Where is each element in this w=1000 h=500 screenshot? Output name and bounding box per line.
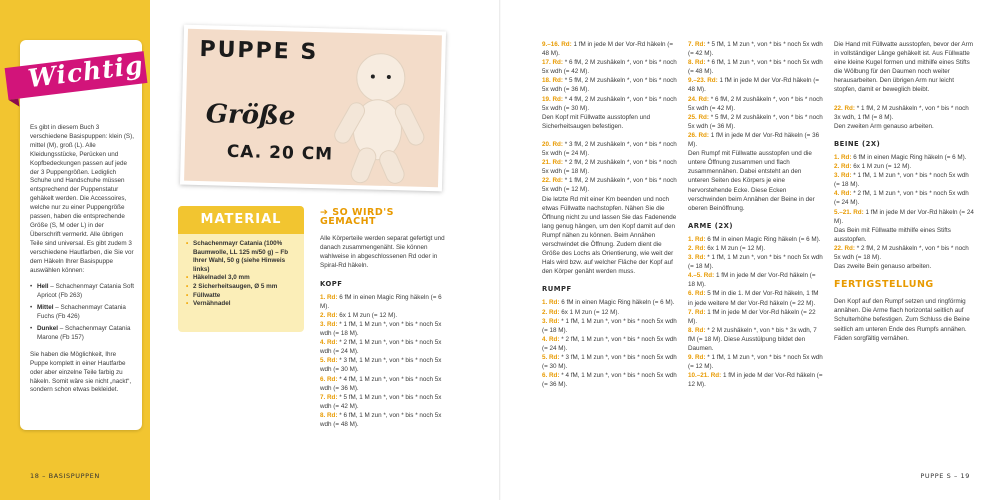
- arme-row: 7. Rd: 1 fM in jede M der Vor-Rd häkeln (= 22 M).: [688, 308, 816, 325]
- beine-row: 5.–21. Rd: 1 fM in jede M der Vor-Rd häkeln (= 24 M).: [834, 208, 974, 225]
- material-list: [178, 234, 304, 309]
- rumpf-title: RUMPF: [542, 285, 572, 294]
- beine-row: 3. Rd: * 1 fM, 1 M zun *, von * bis * noch 5x wdh (= 18 M).: [834, 172, 969, 189]
- fertigstellung-text: Den Kopf auf den Rumpf setzen und ringförmig annähen. Die Arme flach horizontal seitlich auf Schulterhöhe befestigen. Zum Schluss die Beine seitlich am unteren Ende des Rumpfs annähen. Fäden sorgfältig vernähen.: [834, 298, 970, 342]
- skin-color-item: • Mittel – Schachenmayr Catania Fuchs (Fb 426): [30, 304, 136, 322]
- kopf-row: 8. Rd: * 6 fM, 1 M zun *, von * bis * noch 5x wdh (= 48 M).: [320, 411, 442, 428]
- arme-title: ARME (2X): [688, 221, 733, 230]
- kopf-row: 22. Rd: * 1 fM, 2 M zushäkeln *, von * bis * noch 5x wdh (= 12 M).: [542, 177, 677, 194]
- beine-row: 22. Rd: * 2 fM, 2 M zushäkeln *, von * bis * noch 5x wdh (= 18 M).: [834, 244, 969, 261]
- arme-instructions: Die Hand mit Füllwatte ausstopfen, bevor der Arm in vollständiger Länge gehäkelt ist. Aus Füllwatte eine kleine Kugel formen und mithilfe eines Stifts die Wölbung für den Daumen noch weiter herausarbeiten. Den übrigen Arm nur leicht stopfen, damit er beweglich bleibt.: [834, 41, 973, 94]
- wichtig-label: Wichtig: [26, 50, 146, 94]
- rumpf-row: 26. Rd: 1 fM in jede M der Vor-Rd häkeln (= 36 M).: [688, 131, 820, 149]
- kopf-instructions: Die letzte Rd mit einer Km beenden und noch etwas Füllwatte nachstopfen. Nähen Sie die Öffnung nicht zu und lassen Sie das Fadenende lang genug hängen, um den Kopf damit auf den Rumpf nähen zu können. Beim Annähen verschwindet die Öffnung. Zudem dient die Größe des Lochs als Orientierung, wie weit der Hals wird bzw. auf welcher Fläche der Kopf auf den Körper genäht werden muss.: [542, 195, 677, 276]
- howto-intro: Alle Körperteile werden separat gefertigt und danach zusammengenäht. Sie können wahlweise in abgeschlossenen Rd oder in Spiral-Rd häkeln.: [320, 235, 445, 270]
- column-howto: [320, 208, 450, 429]
- material-item: • Schachenmayr Catania (100% Baumwolle, LL 125 m/50 g) – Fb Ihrer Wahl, 50 g (siehe Hinweis links): [186, 240, 298, 274]
- beine-title: BEINE (2X): [834, 139, 881, 148]
- arme-row: 10.–21. Rd: 1 fM in jede M der Vor-Rd häkeln (= 12 M).: [688, 372, 823, 389]
- arme-row: 6. Rd: 5 fM in die 1. M der Vor-Rd häkeln, 1 fM in jede weitere M der Vor-Rd häkeln (= 22 M).: [688, 290, 819, 307]
- photo-title: PUPPE S: [199, 37, 319, 66]
- kopf-row: 1. Rd: 6 fM in einen Magic Ring häkeln (= 6 M).: [320, 293, 442, 310]
- page-footer-left: 18 – BASISPUPPEN: [30, 472, 100, 480]
- rumpf-row: 5. Rd: * 3 fM, 1 M zun *, von * bis * noch 5x wdh (= 30 M).: [542, 354, 677, 371]
- arme-row: 8. Rd: * 2 M zushäkeln *, von * bis * 3x wdh, 7 fM (= 18 M). Diese Ausstülpung bildet den Daumen.: [688, 326, 817, 352]
- material-heading: MATERIAL: [178, 206, 304, 234]
- howto-heading: ➔ SO WIRD'S GEMACHT: [320, 207, 394, 228]
- beine-note: Das Bein mit Füllwatte mithilfe eines Stifts ausstopfen.: [834, 226, 951, 243]
- arme-row: 4.–5. Rd: 1 fM in jede M der Vor-Rd häkeln (= 18 M).: [688, 272, 816, 289]
- material-item: • Vernähnadel: [186, 300, 298, 309]
- doll-photo: [180, 25, 446, 192]
- material-item: • Häkelnadel 3,0 mm: [186, 274, 298, 283]
- wichtig-outro: Sie haben die Möglichkeit, Ihre Puppe komplett in einer Hautfarbe oder aber einzelne Teile farbig zu häkeln. Somit wäre sie nicht „nackt“, sondern schon etwas bekleidet.: [30, 350, 132, 394]
- rumpf-row: 8. Rd: * 6 fM, 1 M zun *, von * bis * noch 5x wdh (= 48 M).: [688, 59, 823, 76]
- photo-size-label: Größe: [205, 99, 296, 132]
- material-box: [178, 206, 304, 332]
- rumpf-row: 6. Rd: * 4 fM, 1 M zun *, von * bis * noch 5x wdh (= 36 M).: [542, 372, 677, 389]
- rumpf-row: 7. Rd: * 5 fM, 1 M zun *, von * bis * noch 5x wdh (= 42 M).: [688, 41, 823, 58]
- kopf-row: 7. Rd: * 5 fM, 1 M zun *, von * bis * noch 5x wdh (= 42 M).: [320, 393, 442, 410]
- kopf-row: 20. Rd: * 3 fM, 2 M zushäkeln *, von * bis * noch 5x wdh (= 24 M).: [542, 140, 677, 158]
- arme-row: 2. Rd: 6x 1 M zun (= 12 M).: [688, 244, 766, 252]
- beine-row: 2. Rd: 6x 1 M zun (= 12 M).: [834, 163, 912, 171]
- rumpf-row: 4. Rd: * 2 fM, 1 M zun *, von * bis * noch 5x wdh (= 24 M).: [542, 335, 677, 352]
- crochet-doll-image: [316, 42, 438, 185]
- kopf-row: 17. Rd: * 6 fM, 2 M zushäkeln *, von * bis * noch 5x wdh (= 42 M).: [542, 59, 677, 76]
- beine-note: Das zweite Bein genauso arbeiten.: [834, 263, 932, 271]
- kopf-row: 21. Rd: * 2 fM, 2 M zushäkeln *, von * bis * noch 5x wdh (= 18 M).: [542, 159, 677, 176]
- beine-row: 4. Rd: * 2 fM, 1 M zun *, von * bis * noch 5x wdh (= 24 M).: [834, 190, 969, 207]
- beine-row: 1. Rd: 6 fM in einen Magic Ring häkeln (= 6 M).: [834, 153, 967, 161]
- arme-row: 22. Rd: * 1 fM, 2 M zushäkeln *, von * bis * noch 3x wdh, 1 fM (= 8 M).: [834, 104, 969, 121]
- kopf-row: 3. Rd: * 1 fM, 1 M zun *, von * bis * noch 5x wdh (= 18 M).: [320, 320, 442, 338]
- kopf-row: 18. Rd: * 5 fM, 2 M zushäkeln *, von * bis * noch 5x wdh (= 36 M).: [542, 77, 677, 94]
- rumpf-instructions: Den Rumpf mit Füllwatte ausstopfen und die untere Öffnung zusammen und flach zusammennähen. Dabei entsteht an den unteren Seiten des Körpers je eine hervorstehende Ecke. Diese Ecken verschwinden beim Annähen der Beine in der oberen Beinöffnung.: [688, 150, 815, 212]
- fertigstellung-heading: FERTIGSTELLUNG: [834, 279, 934, 291]
- arme-row: 9. Rd: * 1 fM, 1 M zun *, von * bis * noch 5x wdh (= 12 M).: [688, 354, 823, 371]
- rumpf-row: 24. Rd: * 6 fM, 2 M zushäkeln *, von * bis * noch 5x wdh (= 42 M).: [688, 95, 823, 112]
- column-4: [688, 40, 824, 389]
- skin-color-item: • Dunkel – Schachenmayr Catania Marone (Fb 157): [30, 325, 136, 343]
- kopf-row: 6. Rd: * 4 fM, 1 M zun *, von * bis * noch 5x wdh (= 36 M).: [320, 375, 442, 392]
- arme-row: 1. Rd: 6 fM in einen Magic Ring häkeln (= 6 M).: [688, 235, 821, 243]
- rumpf-row: 2. Rd: 6x 1 M zun (= 12 M).: [542, 308, 620, 316]
- kopf-row: 9.–16. Rd: 1 fM in jede M der Vor-Rd häkeln (= 48 M).: [542, 41, 674, 58]
- wichtig-intro: Es gibt in diesem Buch 3 verschiedene Basispuppen: klein (S), mittel (M), groß (L). Alle Kleidungsstücke, Perücken und Kopfbedeckungen passen auf jede der 3 Puppengrößen. Lediglich Schuhe und Handschuhe müssen entsprechend der Puppenstatur gehäkelt werden. Die Accessoires, welche nur zu einer Puppengröße passen, haben die entsprechende Größe (S, M oder L) in der Überschrift vermerkt. Alle übrigen Teile sind universal. Es gibt zudem 3 verschiedene Hautfarben, die Sie vor dem Häkeln Ihrer Basispuppe auswählen können:: [30, 124, 134, 274]
- kopf-row: 5. Rd: * 3 fM, 1 M zun *, von * bis * noch 5x wdh (= 30 M).: [320, 357, 442, 374]
- photo-size-value: CA. 20 CM: [226, 141, 334, 165]
- skin-color-list: [30, 283, 136, 342]
- arme-note: Den zweiten Arm genauso arbeiten.: [834, 122, 934, 130]
- kopf-title: KOPF: [320, 279, 343, 288]
- rumpf-row: 25. Rd: * 5 fM, 2 M zushäkeln *, von * bis * noch 5x wdh (= 36 M).: [688, 113, 823, 130]
- column-5: [834, 40, 974, 352]
- rumpf-row: 9.–23. Rd: 1 fM in jede M der Vor-Rd häkeln (= 48 M).: [688, 77, 820, 94]
- kopf-row: 4. Rd: * 2 fM, 1 M zun *, von * bis * noch 5x wdh (= 24 M).: [320, 339, 442, 356]
- arme-row: 3. Rd: * 1 fM, 1 M zun *, von * bis * noch 5x wdh (= 18 M).: [688, 254, 823, 271]
- rumpf-row: 3. Rd: * 1 fM, 1 M zun *, von * bis * noch 5x wdh (= 18 M).: [542, 317, 677, 334]
- kopf-note: Den Kopf mit Füllwatte ausstopfen und Sicherheitsaugen befestigen.: [542, 113, 651, 130]
- book-spine: [499, 0, 501, 500]
- kopf-row: 19. Rd: * 4 fM, 2 M zushäkeln *, von * bis * noch 5x wdh (= 30 M).: [542, 95, 677, 112]
- page-footer-right: PUPPE S – 19: [920, 472, 970, 480]
- column-3: [542, 40, 678, 389]
- material-item: • 2 Sicherheitsaugen, Ø 5 mm: [186, 283, 298, 292]
- skin-color-item: • Hell – Schachenmayr Catania Soft Apricot (Fb 263): [30, 283, 136, 301]
- material-item: • Füllwatte: [186, 292, 298, 301]
- kopf-row: 2. Rd: 6x 1 M zun (= 12 M).: [320, 311, 398, 319]
- rumpf-row: 1. Rd: 6 fM in einen Magic Ring häkeln (= 6 M).: [542, 299, 675, 307]
